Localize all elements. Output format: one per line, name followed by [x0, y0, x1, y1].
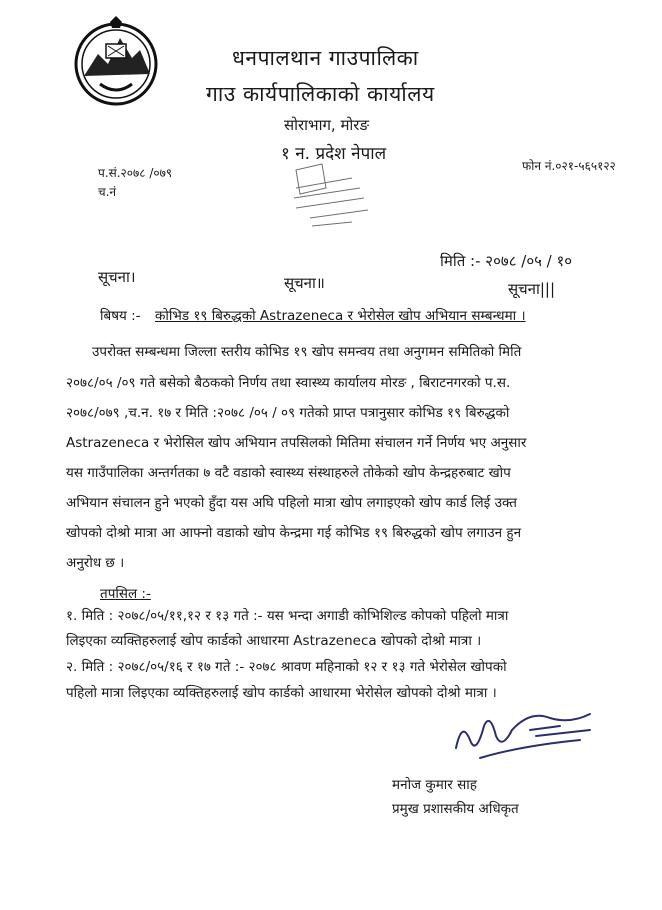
office-stamp-icon	[282, 158, 402, 236]
detail-line: लिइएका व्यक्तिहरुलाई खोप कार्डको आधारमा Astrazeneca खोपको दोश्रो मात्रा ।	[66, 633, 482, 649]
office-name: गाउ कार्यपालिकाको कार्यालय	[206, 82, 435, 106]
body-line: २०७८/०७९ ,च.न. १७ र मिति :२०७८ /०५ / ०९ गतेको प्राप्त पत्रानुसार कोभिड १९ बिरुद्धको	[66, 405, 510, 421]
body-line: Astrazeneca र भेरोसिल खोप अभियान तपसिलको मितिमा संचालन गर्ने निर्णय भए अनुसार	[66, 435, 527, 451]
body-line: उपरोक्त सम्बन्धमा जिल्ला स्तरीय कोभिड १९ खोप समन्वय तथा अनुगमन समितिको मिति	[92, 344, 522, 360]
body-line: अभियान संचालन हुने भएको हुँदा यस अघि पहिलो मात्रा खोप लगाइएको खोप कार्ड लिई उक्त	[66, 495, 517, 511]
reference-number: प.सं.२०७८ /०७९	[98, 166, 173, 180]
subject-text: कोभिड १९ बिरुद्धको Astrazeneca र भेरोसेल खोप अभियान सम्बन्धमा ।	[155, 308, 526, 324]
signatory-title: प्रमुख प्रशासकीय अधिकृत	[392, 801, 519, 817]
details-heading: तपसिल :-	[100, 586, 151, 602]
detail-line: २. मिति : २०७८/०५/१६ र १७ गते :- २०७८ श्रावण महिनाको १२ र १३ गते भेरोसेल खोपको	[66, 659, 507, 675]
body-line: अनुरोध छ ।	[66, 555, 125, 571]
municipality-name: धनपालथान गाउपालिका	[232, 46, 419, 70]
body-line: २०७८/०५ /०९ गते बसेको बैठकको निर्णय तथा स्वास्थ्य कार्यालय मोरङ , बिराटनगरको प.स.	[66, 375, 511, 391]
notice-heading-1: सूचना।	[98, 268, 136, 286]
dispatch-number: च.नं	[98, 185, 117, 199]
office-location: सोराभाग, मोरङ	[284, 116, 370, 134]
phone-number: फोन नं.०२१-५६५१२२	[522, 159, 616, 173]
detail-line: १. मिति : २०७८/०५/११,१२ र १३ गते :- यस भन्दा अगाडी कोभिशिल्ड कोपको पहिलो मात्रा	[66, 608, 509, 624]
body-line: खोपको दोश्रो मात्रा आ आफ्नो वडाको खोप केन्द्रमा गई कोभिड १९ बिरुद्धको खोप लगाउन हुन	[66, 525, 522, 541]
province-country: १ न. प्रदेश नेपाल	[281, 144, 387, 164]
body-line: यस गाउँपालिका अन्तर्गतका ७ वटै वडाको स्वास्थ्य संस्थाहरुले तोकेको खोप केन्द्रहरुबाट खोप	[66, 465, 511, 481]
notice-heading-3: सूचना|||	[508, 280, 556, 298]
letter-date: मिति :- २०७८ /०५ / १०	[440, 252, 573, 270]
nepal-government-emblem-icon	[70, 14, 162, 106]
notice-heading-2: सूचना॥	[284, 274, 325, 292]
handwritten-signature-icon	[440, 700, 610, 770]
subject-label: बिषय :-	[100, 308, 141, 324]
signatory-name: मनोज कुमार साह	[392, 777, 477, 793]
detail-line: पहिलो मात्रा लिइएका व्यक्तिहरुलाई खोप कार्डको आधारमा भेरोसेल खोपको दोश्रो मात्रा ।	[66, 685, 497, 701]
